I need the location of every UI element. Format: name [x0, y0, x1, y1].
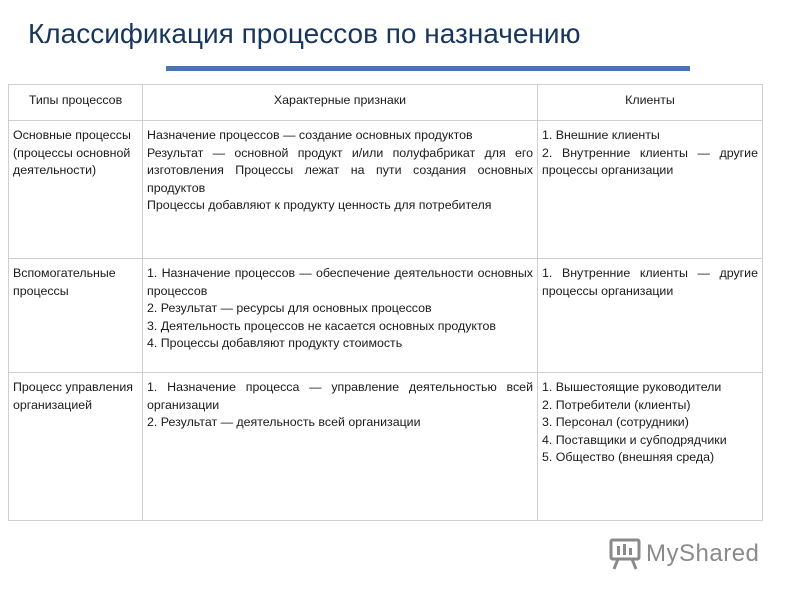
title-underline	[166, 66, 690, 71]
table-row-main-processes	[9, 121, 763, 259]
auxiliary-process-clients	[538, 259, 763, 373]
header-process-types: Типы процессов	[9, 85, 143, 121]
presentation-board-icon	[608, 537, 642, 571]
feature-item: 3. Деятельность процессов не касается основных продуктов	[147, 318, 496, 333]
watermark-text: MyShared	[646, 540, 760, 567]
auxiliary-process-features	[143, 259, 538, 373]
table-row-auxiliary-processes	[9, 259, 763, 373]
client-item: 1. Вышестоящие руководители	[542, 380, 722, 394]
main-process-features	[143, 121, 538, 259]
client-item: 3. Персонал (сотрудники)	[542, 415, 689, 430]
client-item: 2. Потребители (клиенты)	[542, 397, 691, 412]
management-process-type: Процесс управления организацией	[9, 373, 143, 521]
feature-item: 4. Процессы добавляют продукту стоимость	[147, 336, 403, 351]
table-row-management-process	[9, 373, 763, 521]
header-characteristics: Характерные признаки	[143, 85, 538, 121]
main-process-clients	[538, 121, 763, 259]
feature-item: 1. Назначение процесса — управление деятельностью всей организации	[147, 380, 533, 412]
feature-item: 1. Назначение процессов — обеспечение деятельности основных процессов	[147, 266, 533, 298]
client-item: 1. Внутренние клиенты — другие процессы организации	[542, 266, 758, 298]
table-header-row	[9, 85, 763, 121]
classification-table	[8, 84, 763, 521]
feature-item: 2. Результат — деятельность всей организации	[147, 415, 421, 430]
client-item: 4. Поставщики и субподрядчики	[542, 432, 727, 447]
feature-item: 2. Результат — ресурсы для основных процессов	[147, 301, 432, 316]
feature-item: Результат — основной продукт и/или полуфабрикат для его изготовления Процессы лежат на пути создания основных продуктов	[147, 145, 533, 195]
management-process-features	[143, 373, 538, 521]
slide-title: Классификация процессов по назначению	[28, 18, 581, 49]
client-item: 1. Внешние клиенты	[542, 128, 660, 142]
auxiliary-process-type: Вспомогательные процессы	[9, 259, 143, 373]
myshared-watermark	[608, 537, 759, 571]
management-process-clients	[538, 373, 763, 521]
title-underline-bar	[166, 66, 690, 71]
client-item: 5. Общество (внешняя среда)	[542, 450, 715, 465]
main-process-type: Основные процессы (процессы основной деятельности)	[9, 121, 143, 259]
client-item: 2. Внутренние клиенты — другие процессы организации	[542, 145, 758, 178]
feature-item: Процессы добавляют к продукту ценность для потребителя	[147, 198, 492, 213]
feature-item: Назначение процессов — создание основных продуктов	[147, 128, 473, 142]
header-clients: Клиенты	[538, 85, 763, 121]
